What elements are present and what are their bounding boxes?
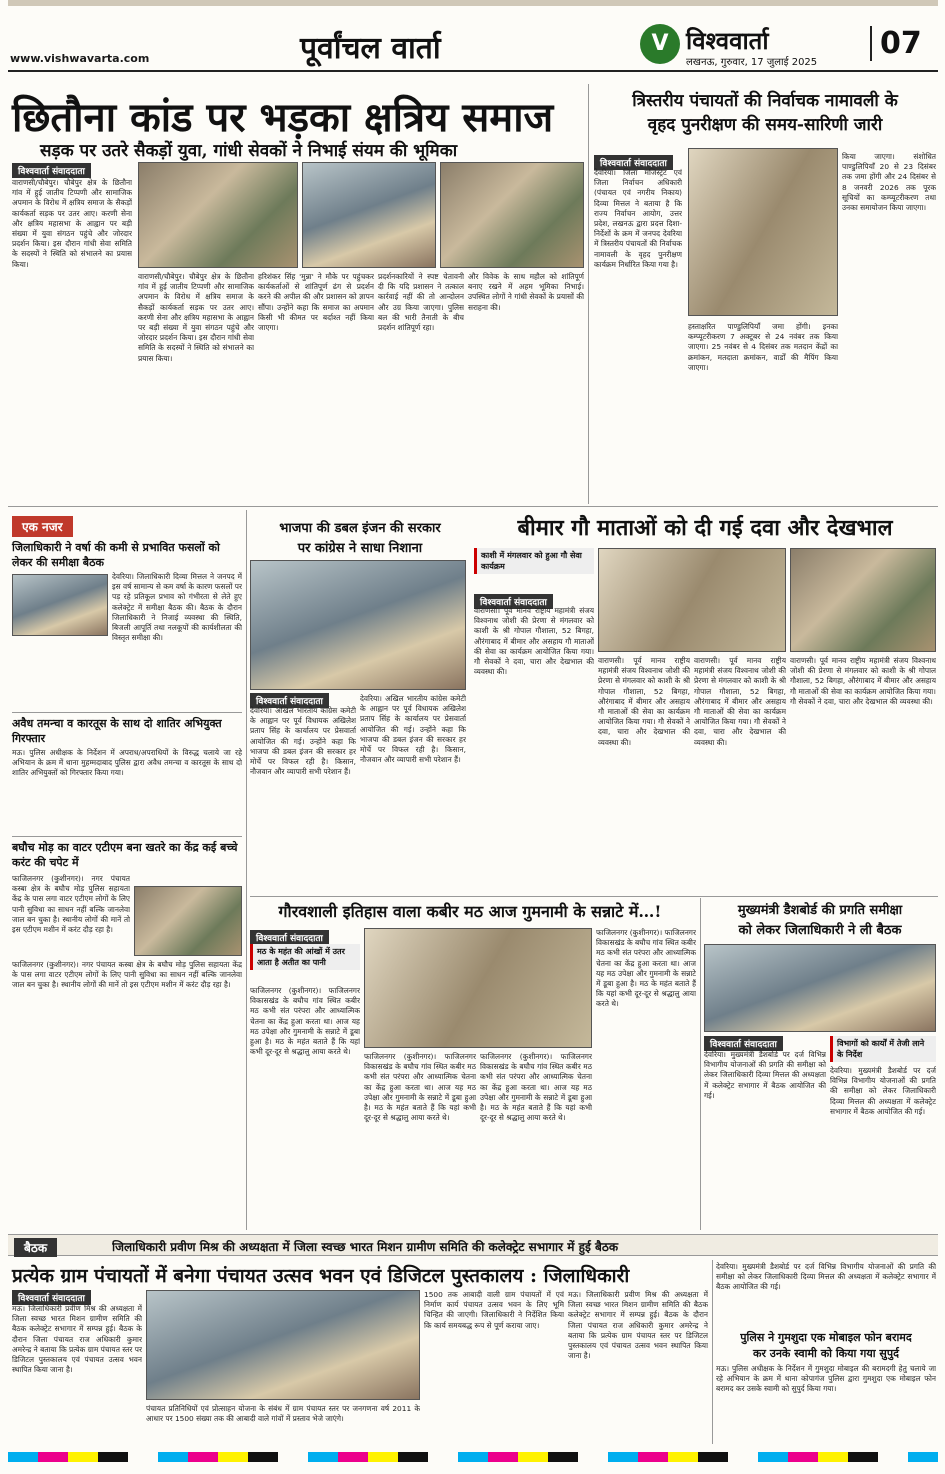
section-title: पूर्वांचल वार्ता [300,31,441,66]
lead-subhead: सड़क पर उतरे सैकड़ों युवा, गांधी सेवकों ने निभाई संयम की भूमिका [40,141,458,161]
divider [712,1260,713,1444]
lead-headline: छितौना कांड पर भड़का क्षत्रिय समाज [12,94,554,141]
cow-caption: काशी में मंगलवार को हुआ गौ सेवा कार्यक्रम [474,548,594,574]
panchayat-headline-2: वृहद पुनरीक्षण की समय-सारिणी जारी [647,115,883,135]
divider [700,898,701,1230]
kabir-byline: विश्ववार्ता संवाददाता [250,930,329,945]
lead-photo-1 [138,162,298,268]
brand-logo-icon: V [640,24,680,64]
utsav-byline: विश्ववार्ता संवाददाता [12,1290,91,1305]
bjp-text-col2: देवरिया। अखिल भारतीय कांग्रेस कमेटी के आह्वान पर पूर्व विधायक अखिलेश प्रताप सिंह के कार्यालय पर प्रेसवार्ता आयोजित की गई। उन्होंने कहा कि भाजपा की डबल इंजन की सरकार हर मोर्चे पर विफल रही है। किसान, नौजवान और व्यापारी सभी परेशान हैं। [360,694,466,765]
utsav-headline: प्रत्येक ग्राम पंचायतों में बनेगा पंचायत उत्सव भवन एवं डिजिटल पुस्तकालय : जिलाधिकारी [12,1265,630,1287]
ek-nazar-label: एक नजर [12,516,73,537]
bjp-byline: विश्ववार्ता संवाददाता [250,693,329,708]
bjp-headline-1: भाजपा की डबल इंजन की सरकार [279,521,441,536]
bjp-press-photo [250,560,466,690]
ek-nazar-story3-text: फाजिलनगर (कुशीनगर)। नगर पंचायत कस्बा क्षेत्र के बघौच मोड़ पुलिस सहायता केंद्र के पास लगा वाटर एटीएम लोगों के लिए पानी सुविधा का साधन नहीं बल्कि जानलेवा जाल बन चुका है। स्थानीय लोगों की मानें तो इस एटीएम मशीन में करंट दौड़ रहा है। [12,874,130,934]
cow-byline: विश्ववार्ता संवाददाता [474,594,553,609]
cm-dash-meeting-photo [704,944,936,1032]
panchayat-text-col3: किया जाएगा। संशोधित पाण्डुलिपियाँ 20 से 23 दिसंबर तक जमा होंगी और 24 दिसंबर से 8 जनवरी 2026 तक पूरक सूचियों का कम्प्यूटरीकरण तथा उनका समायोजन किया जाएगा। [842,152,936,213]
baithak-label: बैठक [14,1238,57,1257]
cm-dash-text-col2: देवरिया। मुख्यमंत्री डैशबोर्ड पर दर्ज विभिन्न विभागीय योजनाओं की प्रगति की समीक्षा को लेकर जिलाधिकारी दिव्या मित्तल की अध्यक्षता में कलेक्ट्रेट सभागार में बैठक आयोजित की गई। [830,1066,936,1116]
kabir-text-col3: फाजिलनगर (कुशीनगर)। फाजिलनगर विकासखंड के बघौच गांव स्थित कबीर मठ कभी संत परंपरा और आध्यात्मिक चेतना का केंद्र हुआ करता था। आज यह मठ उपेक्षा और गुमनामी के सन्नाटे में डूबा हुआ है। मठ के महंत बताते हैं कि यहां कभी दूर-दूर से श्रद्धालु आया करते थे। [480,1052,592,1123]
bjp-headline-2: पर कांग्रेस ने साधा निशाना [297,541,423,556]
dateline: लखनऊ, गुरुवार, 17 जुलाई 2025 [686,57,818,68]
divider [588,84,589,504]
ek-nazar-story2-headline: अवैध तमन्चा व कारतूस के साथ दो शातिर अभियुक्त गिरफ्तार [12,717,222,745]
lead-photo-3 [440,162,584,268]
bjp-text-col1: देवरिया। अखिल भारतीय कांग्रेस कमेटी के आह्वान पर पूर्व विधायक अखिलेश प्रताप सिंह के कार्यालय पर प्रेसवार्ता आयोजित की गई। उन्होंने कहा कि भाजपा की डबल इंजन की सरकार हर मोर्चे पर विफल रही है। किसान, नौजवान और व्यापारी सभी परेशान हैं। [250,706,356,777]
ek-nazar-story1-headline: जिलाधिकारी ने वर्षा की कमी से प्रभावित फसलों को लेकर की समीक्षा बैठक [12,541,220,569]
divider [246,510,247,1230]
ek-nazar-story1-photo [12,574,108,636]
cm-dash-text-col1: देवरिया। मुख्यमंत्री डैशबोर्ड पर दर्ज विभिन्न विभागीय योजनाओं की प्रगति की समीक्षा को लेकर जिलाधिकारी दिव्या मित्तल की अध्यक्षता में कलेक्ट्रेट सभागार में बैठक आयोजित की गई। [704,1050,826,1100]
cow-text-col4: वाराणसी। पूर्व मानव राष्ट्रीय महामंत्री संजय विश्वनाथ जोशी की प्रेरणा से मंगलवार को काशी के श्री गोपाल गौशाला, 52 बिगहा, औरंगाबाद में बीमार और असहाय गौ माताओं की सेवा का कार्यक्रम आयोजित किया गया। गौ सेवकों ने दवा, चारा और देखभाल की व्यवस्था की। [790,656,936,706]
lead-byline: विश्ववार्ता संवाददाता [12,163,91,178]
police-text: मऊ। पुलिस अधीक्षक के निर्देशन में गुमशुदा मोबाइल की बरामदगी हेतु चलाये जा रहे अभियान के क्रम में थाना कोपागंज पुलिस द्वारा गुमशुदा एक मोबाइल फोन बरामद कर उसके स्वामी को सुपुर्द किया गया। [716,1364,936,1394]
police-headline-2: कर उनके स्वामी को किया गया सुपुर्द [753,1347,899,1360]
divider [8,506,938,507]
utsav-text-col2: पंचायत प्रतिनिधियों एवं प्रोत्साहन योजना के संबंध में ग्राम पंचायत स्तर पर जनगणना वर्ष 2011 के आधार पर 1500 संख्या तक की आबादी वाले गांवों में प्रस्ताव भेजे जाएंगे। [146,1404,420,1424]
cow-text-col1: वाराणसी। पूर्व मानव राष्ट्रीय महामंत्री संजय विश्वनाथ जोशी की प्रेरणा से मंगलवार को काशी के श्री गोपाल गौशाला, 52 बिगहा, औरंगाबाद में बीमार और असहाय गौ माताओं की सेवा का कार्यक्रम आयोजित किया गया। गौ सेवकों ने दवा, चारा और देखभाल की व्यवस्था की। [474,606,594,677]
lead-photo-2 [302,162,436,268]
print-color-bar [8,1452,938,1462]
website-url[interactable]: www.vishwavarta.com [10,52,150,65]
ek-nazar-story3-text-cont: फाजिलनगर (कुशीनगर)। नगर पंचायत कस्बा क्षेत्र के बघौच मोड़ पुलिस सहायता केंद्र के पास लगा वाटर एटीएम लोगों के लिए पानी सुविधा का साधन नहीं बल्कि जानलेवा जाल बन चुका है। स्थानीय लोगों की मानें तो इस एटीएम मशीन में करंट दौड़ रहा है। [12,960,242,990]
official-portrait-photo [688,148,838,316]
cow-text-col3: वाराणसी। पूर्व मानव राष्ट्रीय महामंत्री संजय विश्वनाथ जोशी की प्रेरणा से मंगलवार को काशी के श्री गोपाल गौशाला, 52 बिगहा, औरंगाबाद में बीमार और असहाय गौ माताओं की सेवा का कार्यक्रम आयोजित किया गया। गौ सेवकों ने दवा, चारा और देखभाल की व्यवस्था की। [694,656,786,747]
lead-text-col5: और विवेक के साथ महौल को शांतिपूर्ण बनाए रखने में अहम भूमिका निभाई। उपस्थित लोगों ने गांधी सेवकों के प्रयासों की सराहना की। [468,272,584,312]
kabir-text-col4: फाजिलनगर (कुशीनगर)। फाजिलनगर विकासखंड के बघौच गांव स्थित कबीर मठ कभी संत परंपरा और आध्यात्मिक चेतना का केंद्र हुआ करता था। आज यह मठ उपेक्षा और गुमनामी के सन्नाटे में डूबा हुआ है। मठ के महंत बताते हैं कि यहां कभी दूर-दूर से श्रद्धालु आया करते थे। [596,928,696,1009]
cow-headline: बीमार गौ माताओं को दी गई दवा और देखभाल [517,515,893,541]
lead-text-col2: वाराणसी/चौबेपुर। चौबेपुर क्षेत्र के छितौना गांव में हुई जातीय टिप्पणी और सामाजिक अपमान के विरोध में क्षत्रिय समाज के सैकड़ों कार्यकर्ता सड़क पर उतर आए। करणी सेना और क्षत्रिय महासभा के आह्वान पर बड़ी संख्या में युवा संगठन पहुंचे और जोरदार प्रदर्शन किया। इस दौरान गांधी सेवा समिति के सदस्यों ने स्थिति को संभालने का प्रयास किया। [138,272,254,363]
kabir-caption: मठ के महंत की आंखों में उतर आता है अतीत का पानी [250,944,360,970]
baithak-text: जिलाधिकारी प्रवीण मिश्र की अध्यक्षता में जिला स्वच्छ भारत मिशन ग्रामीण समिति की कलेक्ट्रेट सभागार में हुई बैठक [112,1240,619,1254]
lead-text-col1: वाराणसी/चौबेपुर। चौबेपुर क्षेत्र के छितौना गांव में हुई जातीय टिप्पणी और सामाजिक अपमान के विरोध में क्षत्रिय समाज के सैकड़ों कार्यकर्ता सड़क पर उतर आए। करणी सेना और क्षत्रिय महासभा के आह्वान पर बड़ी संख्या में युवा संगठन पहुंचे और जोरदार प्रदर्शन किया। इस दौरान गांधी सेवा समिति के सदस्यों ने स्थिति को संभालने का प्रयास किया। [12,178,132,269]
kabir-text-col2: फाजिलनगर (कुशीनगर)। फाजिलनगर विकासखंड के बघौच गांव स्थित कबीर मठ कभी संत परंपरा और आध्यात्मिक चेतना का केंद्र हुआ करता था। आज यह मठ उपेक्षा और गुमनामी के सन्नाटे में डूबा हुआ है। मठ के महंत बताते हैं कि यहां कभी दूर-दूर से श्रद्धालु आया करते थे। [364,1052,476,1123]
panchayat-text-col1: देवरिया। जिला मजिस्ट्रेट एवं जिला निर्वाचन अधिकारी (पंचायत एवं नगरीय निकाय) दिव्या मित्तल ने बताया है कि राज्य निर्वाचन आयोग, उत्तर प्रदेश, लखनऊ द्वारा प्रदत्त दिशा-निर्देशों के क्रम में जनपद देवरिया में त्रिस्तरीय पंचायतों की निर्वाचक नामावली के वृहद पुनरीक्षण कार्यक्रम निर्धारित किया गया है। [594,168,682,269]
water-atm-photo [134,886,242,956]
ek-nazar-story2-text: मऊ। पुलिस अधीक्षक के निर्देशन में अपराध/अपराधियों के विरुद्ध चलाये जा रहे अभियान के क्रम में थाना मुहम्मदाबाद पुलिस द्वारा अवैध तमन्चा व कारतूस के साथ दो शातिर अभियुक्तों को गिरफ्तार किया गया। [12,748,242,778]
cow-text-col2: वाराणसी। पूर्व मानव राष्ट्रीय महामंत्री संजय विश्वनाथ जोशी की प्रेरणा से मंगलवार को काशी के श्री गोपाल गौशाला, 52 बिगहा, औरंगाबाद में बीमार और असहाय गौ माताओं की सेवा का कार्यक्रम आयोजित किया गया। गौ सेवकों ने दवा, चारा और देखभाल की व्यवस्था की। [598,656,690,747]
panchayat-text-col2: हस्ताक्षरित पाण्डुलिपियाँ जमा होंगी। इनका कम्प्यूटरीकरण 7 अक्टूबर से 24 नवंबर तक किया जाएगा। 25 नवंबर से 4 दिसंबर तक मतदान केंद्रों का क्रमांकन, मतदाता क्रमांकन, वार्डों की मैपिंग किया जाएगा। [688,322,838,372]
cm-dash-byline: विश्ववार्ता संवाददाता [704,1036,783,1051]
kabir-headline: गौरवशाली इतिहास वाला कबीर मठ आज गुमनामी के सन्नाटे में…! [278,902,662,921]
divider [12,836,242,837]
kabir-math-photo [364,928,592,1048]
page-number: 07 [870,26,922,61]
brand-name: विश्ववार्ता [686,27,769,55]
police-headline-1: पुलिस ने गुमशुदा एक मोबाइल फोन बरामद [740,1331,912,1344]
utsav-meeting-photo [146,1290,420,1400]
panchayat-headline-1: त्रिस्तरीय पंचायतों की निर्वाचक नामावली के [632,91,898,111]
ek-nazar-story3-headline: बघौच मोड़ का वाटर एटीएम बना खतरे का केंद्र कई बच्चे करंट की चपेट में [12,841,238,869]
lead-text-col3: हरिशंकर सिंह 'मुन्ना' ने मौके पर पहुंचकर कार्यकर्ताओं से शांतिपूर्ण ढंग से प्रदर्शन करने की अपील की और प्रशासन को ज्ञापन सौंपा। उन्होंने कहा कि समाज का अपमान किसी भी कीमत पर बर्दाश्त नहीं किया जाएगा। [258,272,374,333]
utsav-text-col1: मऊ। जिलाधिकारी प्रवीण मिश्र की अध्यक्षता में जिला स्वच्छ भारत मिशन ग्रामीण समिति की बैठक कलेक्ट्रेट सभागार में सम्पन्न हुई। बैठक के दौरान जिला पंचायत राज अधिकारी कुमार अमरेन्द्र ने बताया कि प्रत्येक ग्राम पंचायत स्तर पर डिजिटल पुस्तकालय एवं पंचायत उत्सव भवन स्थापित किया जाना है। [12,1304,142,1375]
cow-photo-1 [598,548,786,652]
kabir-text-col1: फाजिलनगर (कुशीनगर)। फाजिलनगर विकासखंड के बघौच गांव स्थित कबीर मठ कभी संत परंपरा और आध्यात्मिक चेतना का केंद्र हुआ करता था। आज यह मठ उपेक्षा और गुमनामी के सन्नाटे में डूबा हुआ है। मठ के महंत बताते हैं कि यहां कभी दूर-दूर से श्रद्धालु आया करते थे। [250,986,360,1057]
cow-photo-2 [790,548,936,652]
panchayat-byline: विश्ववार्ता संवाददाता [594,155,673,170]
divider [250,896,938,897]
ek-nazar-story1-text: देवरिया। जिलाधिकारी दिव्या मित्तल ने जनपद में इस वर्ष सामान्य से कम वर्षा के कारण फसलों पर पड़ रहे प्रतिकूल प्रभाव को गंभीरता से लेते हुए कलेक्ट्रेट में समीक्षा बैठक की। बैठक के दौरान जिलाधिकारी ने निजाई व्यवस्था की स्थिति, बिजली आपूर्ति तथा नलकूपों की कार्यशीलता की विस्तृत समीक्षा की। [112,572,242,643]
lead-text-col4: प्रदर्शनकारियों ने स्पष्ट चेतावनी दी कि यदि प्रशासन ने तत्काल कार्रवाई नहीं की तो आन्दोलन और उग्र किया जाएगा। पुलिस बल की भारी तैनाती के बीच प्रदर्शन शांतिपूर्ण रहा। [378,272,464,333]
cm-dash-headline-2: को लेकर जिलाधिकारी ने ली बैठक [738,923,902,938]
utsav-text-col3: 1500 तक आबादी वाली ग्राम पंचायतों में एवं निर्माण कार्य पंचायत उत्सव भवन के लिए भूमि चिन्हित की जाएगी। जिलाधिकारी ने निर्देशित किया कि कार्य समयबद्ध रूप से पूर्ण कराया जाए। [424,1290,564,1330]
cm-dash-headline-1: मुख्यमंत्री डैशबोर्ड की प्रगति समीक्षा [737,903,903,918]
cm-dash-caption: विभागों को कार्यों में तेजी लाने के निर्देश [830,1036,936,1062]
utsav-text-col4: मऊ। जिलाधिकारी प्रवीण मिश्र की अध्यक्षता में जिला स्वच्छ भारत मिशन ग्रामीण समिति की बैठक कलेक्ट्रेट सभागार में सम्पन्न हुई। बैठक के दौरान जिला पंचायत राज अधिकारी कुमार अमरेन्द्र ने बताया कि प्रत्येक ग्राम पंचायत स्तर पर डिजिटल पुस्तकालय एवं पंचायत उत्सव भवन स्थापित किया जाना है। [568,1290,708,1361]
divider [12,712,242,713]
cm-dash-text-cont: देवरिया। मुख्यमंत्री डैशबोर्ड पर दर्ज विभिन्न विभागीय योजनाओं की प्रगति की समीक्षा को लेकर जिलाधिकारी दिव्या मित्तल की अध्यक्षता में कलेक्ट्रेट सभागार में बैठक आयोजित की गई। [716,1262,936,1292]
